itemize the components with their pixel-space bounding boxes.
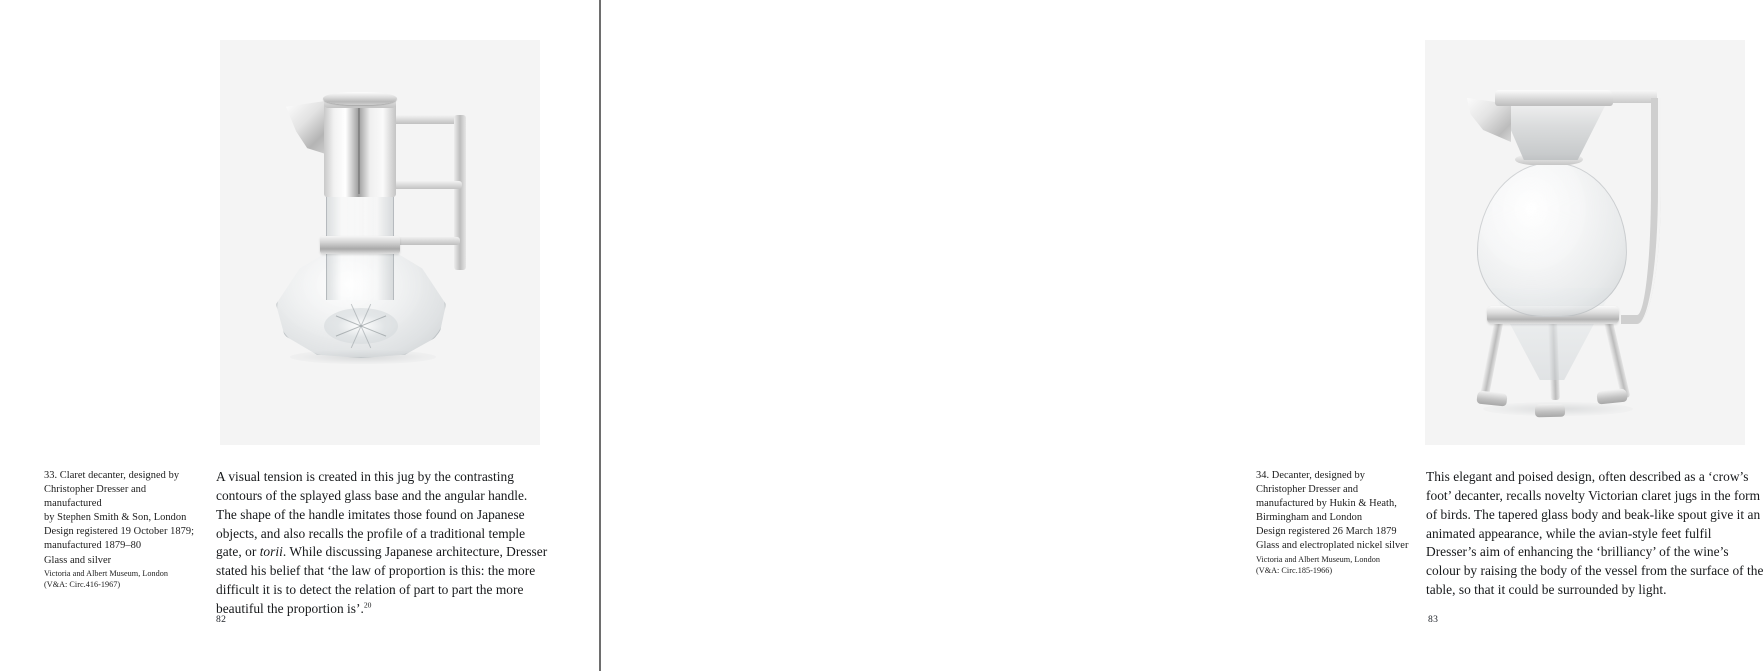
right-page-number: 83 <box>1428 614 1439 625</box>
right-page <box>600 0 1764 671</box>
left-caption-line: Christopher Dresser and manufactured <box>44 484 147 510</box>
left-body-footnote-marker: 20 <box>363 600 372 610</box>
right-caption-credit <box>1256 554 1416 577</box>
left-caption-main <box>44 469 204 568</box>
right-leg-left <box>1479 317 1503 399</box>
left-body-part: A visual tension is created in this jug by the contrasting contours of the splayed glass base and the angular handle. The shape of the handle imitates those found on Japanese objects, and also recalls the profile of a traditional temple gate, or <box>216 469 528 560</box>
left-caption-credit <box>44 568 204 591</box>
left-body-italic-torii: torii <box>259 544 283 560</box>
right-credit-line: Victoria and Albert Museum, London <box>1256 554 1380 564</box>
left-body-text <box>216 468 548 619</box>
right-leg-right <box>1603 317 1630 399</box>
right-silver-top-rim <box>1495 90 1613 106</box>
right-handle-arc-highlight <box>1621 98 1661 324</box>
left-caption-line: Design registered 19 October 1879; <box>44 526 195 538</box>
left-handle-post <box>454 115 466 270</box>
right-caption-main <box>1256 469 1416 554</box>
left-caption-line: by Stephen Smith & Son, London <box>44 512 187 524</box>
right-body-part: This elegant and poised design, often described as a ‘crow’s foot’ decanter, recalls novelty Victorian claret jugs in the form of birds. The tapered glass body and beak-like spout give it an animated appearance, while the avian-style feet fulfil Dresser’s aim of enhancing the ‘brilliancy’ of the wine’s colour by raising the body of the vessel from the surface of the table, so that it could be surrounded by light. <box>1426 469 1764 598</box>
left-page-number: 82 <box>216 614 227 625</box>
right-decanter-illustration <box>1425 40 1745 445</box>
left-neck-highlight <box>358 104 360 194</box>
right-silver-funnel-mount <box>1497 98 1609 160</box>
left-caption-line: Glass and silver <box>44 554 112 566</box>
left-figure-plate <box>220 40 540 445</box>
left-caption-line: 33. Claret decanter, designed by <box>44 470 180 481</box>
left-handle-lower-bar <box>392 237 460 245</box>
left-body-part: . While discussing Japanese architecture, Dresser stated his belief that ‘the law of proportion is this: the more difficult it is to detect the relation of part to part the more beautiful the proportion is’. <box>216 544 548 616</box>
left-figure-caption <box>44 469 204 590</box>
right-foot-left <box>1476 390 1507 406</box>
right-glass-bulb-body <box>1477 162 1627 317</box>
left-base-star-cut-secondary <box>324 308 398 344</box>
right-figure-caption <box>1256 469 1416 576</box>
left-handle-middle-bar <box>392 181 462 189</box>
right-caption-line: manufactured by Hukin & Heath, <box>1256 498 1397 510</box>
left-decanter-illustration <box>220 40 540 445</box>
right-foot-right <box>1596 388 1627 404</box>
left-silver-band <box>320 236 400 254</box>
left-silver-lid <box>323 92 397 105</box>
right-body-text <box>1426 468 1764 600</box>
right-credit-line: (V&A: Circ.185-1966) <box>1256 565 1333 575</box>
right-caption-line: 34. Decanter, designed by <box>1256 470 1366 481</box>
right-caption-line: Christopher Dresser and <box>1256 484 1359 496</box>
left-page <box>0 0 600 671</box>
right-caption-line: Design registered 26 March 1879 <box>1256 526 1397 538</box>
right-caption-line: Glass and electroplated nickel silver <box>1256 540 1409 552</box>
left-credit-line: (V&A: Circ.416-1967) <box>44 580 121 590</box>
left-caption-line: manufactured 1879–80 <box>44 540 142 552</box>
spread-gutter-line <box>599 0 601 671</box>
right-caption-line: Birmingham and London <box>1256 512 1363 524</box>
right-foot-center <box>1535 404 1565 418</box>
left-silver-neck <box>324 102 396 197</box>
right-figure-plate <box>1425 40 1745 445</box>
left-credit-line: Victoria and Albert Museum, London <box>44 568 168 578</box>
